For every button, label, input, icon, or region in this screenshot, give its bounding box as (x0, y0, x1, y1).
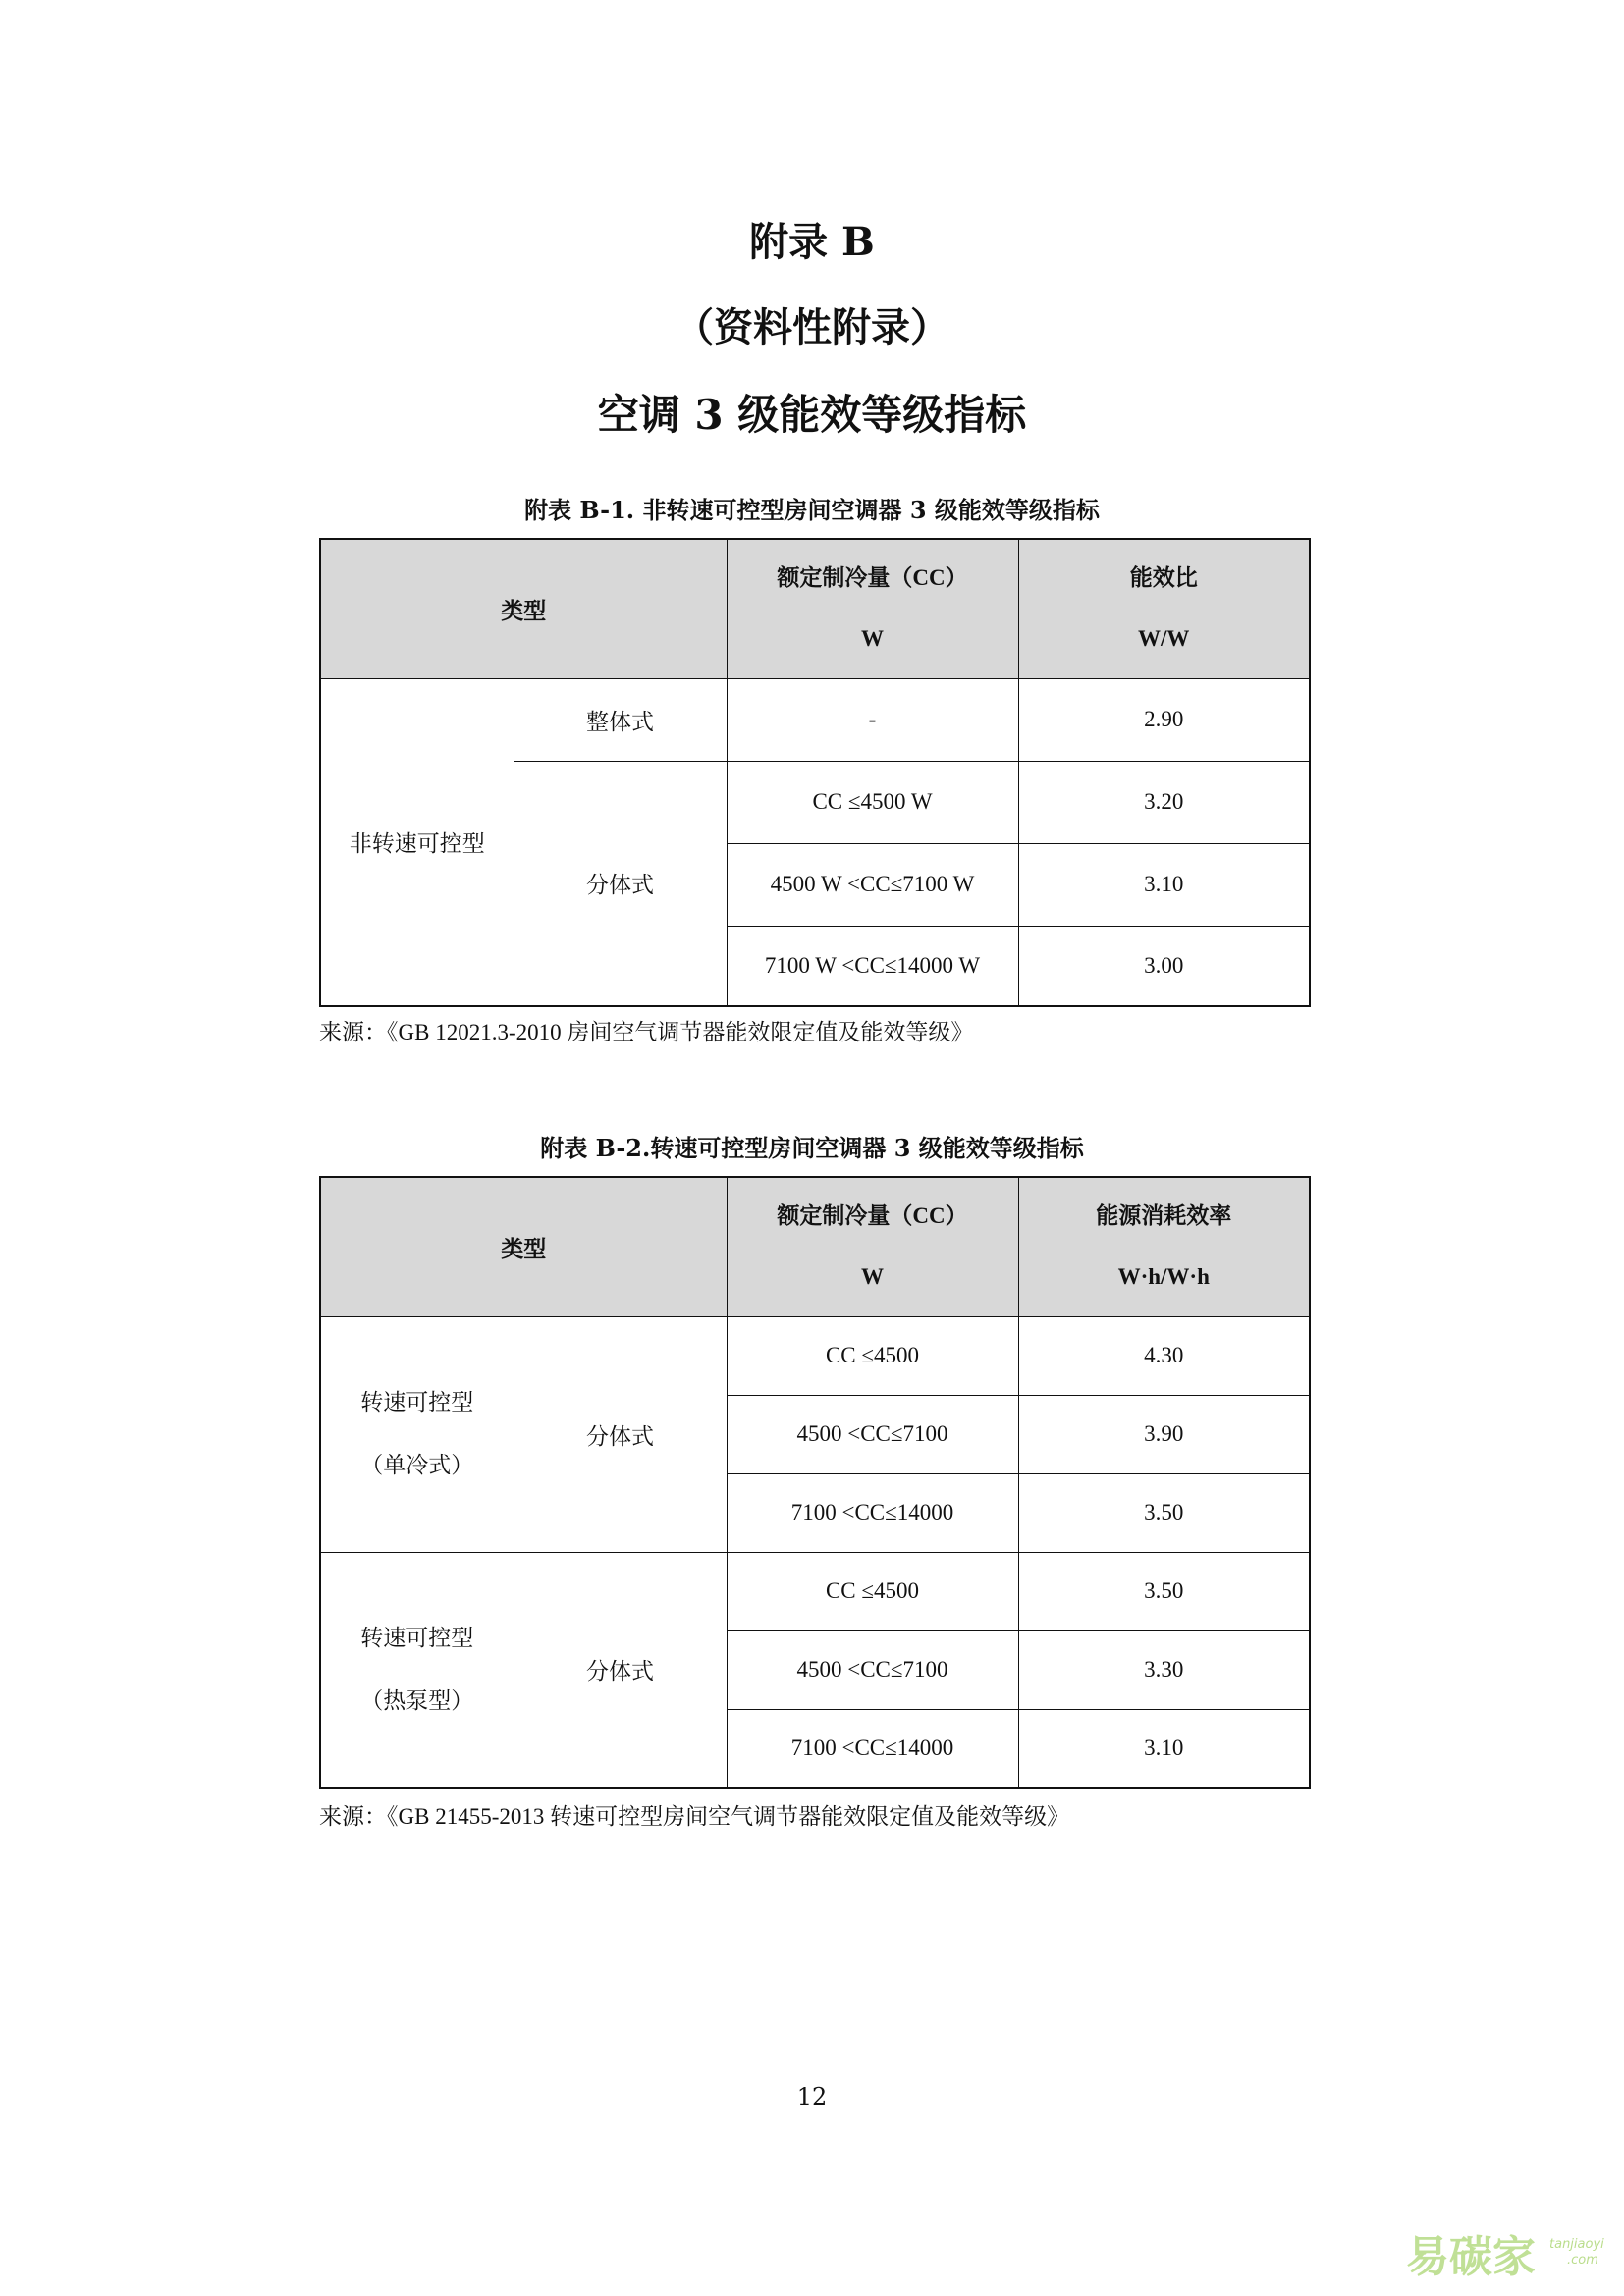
watermark-domain-suffix: .com (1567, 2253, 1598, 2268)
table-1-caption: 附表 B-1. 非转速可控型房间空调器 3 级能效等级指标 (524, 496, 1100, 524)
subtype-cell: 分体式 (514, 761, 727, 1006)
header-capacity-unit: W (861, 626, 884, 652)
value-cell: 3.20 (1018, 761, 1310, 843)
table-1-source: 来源：《GB 12021.3-2010 房间空气调节器能效限定值及能效等级》 (319, 1020, 974, 1044)
value-cell: 2.90 (1018, 678, 1310, 761)
header-metric-unit: W·h/W·h (1117, 1264, 1210, 1290)
value-cell: 3.10 (1018, 1709, 1310, 1788)
capacity-cell: CC ≤4500 (727, 1552, 1018, 1630)
capacity-cell: 7100 W <CC≤14000 W (727, 926, 1018, 1006)
subtype-cell: 整体式 (514, 678, 727, 761)
table-1 (319, 538, 1311, 1007)
capacity-cell: 4500 <CC≤7100 (727, 1395, 1018, 1473)
capacity-cell: 7100 <CC≤14000 (727, 1473, 1018, 1552)
table-row (320, 1316, 1310, 1395)
page-number: 12 (796, 2083, 828, 2110)
header-metric (1018, 539, 1310, 678)
value-cell: 3.00 (1018, 926, 1310, 1006)
capacity-cell: - (727, 678, 1018, 761)
table-row (320, 678, 1310, 761)
value-cell: 3.90 (1018, 1395, 1310, 1473)
table-2 (319, 1176, 1311, 1789)
capacity-cell: 4500 <CC≤7100 (727, 1630, 1018, 1709)
site-watermark-logo (1402, 2220, 1618, 2289)
subtype-cell: 分体式 (514, 1552, 727, 1788)
header-metric-label: 能效比 (1129, 565, 1198, 591)
header-metric (1018, 1177, 1310, 1316)
header-capacity-label: 额定制冷量（CC） (777, 1203, 968, 1229)
appendix-title: 附录 B (749, 219, 875, 265)
header-capacity-unit: W (861, 1264, 884, 1290)
table-header-row (320, 539, 1310, 678)
table-header-row (320, 1177, 1310, 1316)
category-cell (320, 1552, 514, 1788)
svg-text:易碳家: 易碳家 (1406, 2232, 1536, 2282)
capacity-cell: 7100 <CC≤14000 (727, 1709, 1018, 1788)
header-type: 类型 (320, 1177, 727, 1316)
category-qualifier: （单冷式） (360, 1453, 474, 1477)
appendix-subtitle: （资料性附录） (675, 304, 949, 350)
category-qualifier: （热泵型） (360, 1687, 474, 1713)
header-capacity (727, 1177, 1018, 1316)
value-cell: 3.10 (1018, 843, 1310, 926)
value-cell: 3.50 (1018, 1552, 1310, 1630)
header-capacity-label: 额定制冷量（CC） (777, 565, 968, 591)
category-cell (320, 1316, 514, 1552)
capacity-cell: CC ≤4500 (727, 1316, 1018, 1395)
table-2-caption: 附表 B-2.转速可控型房间空调器 3 级能效等级指标 (540, 1134, 1084, 1162)
value-cell: 4.30 (1018, 1316, 1310, 1395)
category-cell: 非转速可控型 (320, 678, 514, 1006)
header-capacity (727, 539, 1018, 678)
capacity-cell: CC ≤4500 W (727, 761, 1018, 843)
table-2-source: 来源：《GB 21455-2013 转速可控型房间空气调节器能效限定值及能效等级》 (319, 1804, 1070, 1829)
category-name: 转速可控型 (360, 1625, 474, 1650)
page-title: 空调 3 级能效等级指标 (597, 391, 1027, 439)
header-type: 类型 (320, 539, 727, 678)
header-metric-unit: W/W (1138, 626, 1190, 652)
header-metric-label: 能源消耗效率 (1096, 1203, 1232, 1229)
svg-text:tanjiaoyi: tanjiaoyi (1549, 2237, 1604, 2252)
capacity-cell: 4500 W <CC≤7100 W (727, 843, 1018, 926)
value-cell: 3.50 (1018, 1473, 1310, 1552)
value-cell: 3.30 (1018, 1630, 1310, 1709)
subtype-cell: 分体式 (514, 1316, 727, 1552)
table-row (320, 1552, 1310, 1630)
category-name: 转速可控型 (360, 1390, 474, 1415)
